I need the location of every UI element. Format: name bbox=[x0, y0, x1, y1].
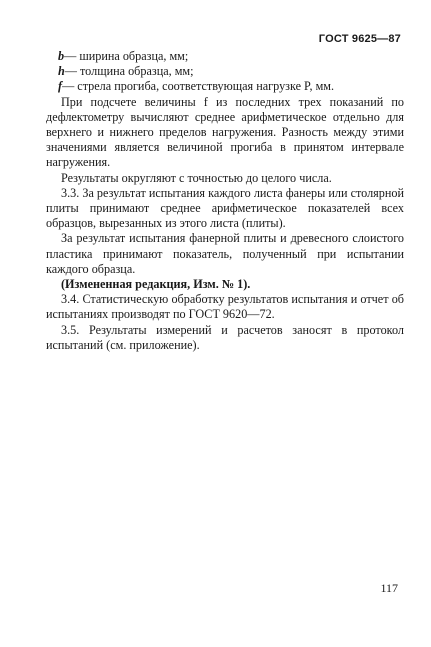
paragraph-rounding: Результаты округляют с точностью до целого числа. bbox=[61, 170, 332, 185]
definition-deflection bbox=[46, 79, 404, 94]
definition-text: — толщина образца, мм; bbox=[64, 64, 194, 79]
paragraph-section-3-5: 3.5. Результаты измерений и расчетов заносят в протокол испытаний (см. приложение). bbox=[46, 322, 404, 352]
definition-thickness bbox=[46, 64, 404, 79]
paragraph-plate-result: За результат испытания фанерной плиты и древесного слоистого пластика принимают показатель, полученный при испытании каждого образца. bbox=[46, 231, 404, 276]
page-number: 117 bbox=[380, 581, 398, 595]
document-code-header: ГОСТ 9625—87 bbox=[318, 33, 401, 45]
paragraph-section-3-3: 3.3. За результат испытания каждого листа фанеры или столярной плиты принимают среднее арифметическое показателей всех образцов, вырезанных из этого листа (плиты). bbox=[46, 185, 404, 231]
symbol-b: b bbox=[58, 49, 65, 63]
symbol-f: f bbox=[58, 79, 63, 94]
paragraph-section-3-4: 3.4. Статистическую обработку результатов испытания и отчет об испытаниях производят по ГОСТ 9620—72. bbox=[46, 292, 404, 322]
definition-width bbox=[46, 49, 404, 64]
symbol-h: h bbox=[58, 64, 65, 79]
amendment-note: (Измененная редакция, Изм. № 1). bbox=[61, 277, 251, 292]
document-body bbox=[46, 49, 404, 353]
definition-text: — ширина образца, мм; bbox=[64, 49, 189, 63]
definition-text: — стрела прогиба, соответствующая нагрузке P, мм. bbox=[62, 79, 335, 94]
paragraph-averaging: При подсчете величины f из последних трех показаний по дефлектометру вычисляют среднее арифметическое отдельно для верхнего и нижнего пределов нагружения. Разность между этими значениями является величиной прогиба в принятом интервале нагружения. bbox=[46, 94, 404, 170]
